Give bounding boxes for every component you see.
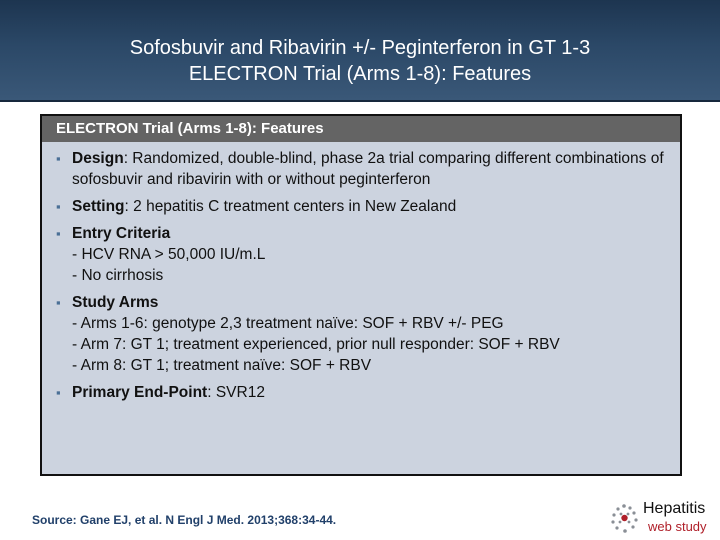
logo-name: Hepatitis (643, 500, 706, 517)
slide-title-line-1: Sofosbuvir and Ribavirin +/- Peginterferon in GT 1-3 (129, 37, 591, 59)
item-label: Setting (72, 198, 125, 215)
square-bullet-icon: ▪ (56, 226, 61, 241)
item-text: : 2 hepatitis C treatment centers in New Zealand (124, 198, 457, 215)
hepatitis-web-study-logo (610, 500, 714, 536)
feature-list (42, 142, 680, 403)
item-label: Entry Criteria (72, 225, 171, 242)
square-bullet-icon: ▪ (56, 385, 61, 400)
list-item-primary-endpoint (56, 382, 664, 403)
list-item-setting (56, 196, 664, 217)
item-label: Design (72, 150, 124, 167)
item-label: Primary End-Point (72, 384, 208, 401)
square-bullet-icon: ▪ (56, 199, 61, 214)
item-text: : SVR12 (207, 384, 265, 401)
logo-dots-icon (610, 503, 640, 533)
square-bullet-icon: ▪ (56, 151, 61, 166)
item-subline: - Arm 7: GT 1; treatment experienced, prior null responder: SOF + RBV (72, 336, 560, 353)
list-item-study-arms (56, 292, 664, 376)
slide-title-line-2: ELECTRON Trial (Arms 1-8): Features (188, 63, 532, 85)
item-text: : Randomized, double-blind, phase 2a trial comparing different combinations of sofosbuvir and ribavirin with or without peginterferon (72, 150, 664, 188)
square-bullet-icon: ▪ (56, 295, 61, 310)
features-panel (40, 114, 682, 476)
panel-heading: ELECTRON Trial (Arms 1-8): Features (42, 116, 680, 142)
item-subline: - Arm 8: GT 1; treatment naïve: SOF + RBV (72, 357, 372, 374)
item-subline: - No cirrhosis (72, 267, 164, 284)
source-citation: Source: Gane EJ, et al. N Engl J Med. 2013;368:34-44. (32, 513, 337, 527)
slide-header (0, 0, 720, 102)
logo-subtitle: web study (648, 519, 707, 534)
item-subline: - HCV RNA > 50,000 IU/m.L (72, 246, 266, 263)
list-item-entry-criteria (56, 223, 664, 286)
slide-title (0, 35, 720, 87)
item-subline: - Arms 1-6: genotype 2,3 treatment naïve: SOF + RBV +/- PEG (72, 315, 504, 332)
list-item-design (56, 148, 664, 190)
item-label: Study Arms (72, 294, 159, 311)
